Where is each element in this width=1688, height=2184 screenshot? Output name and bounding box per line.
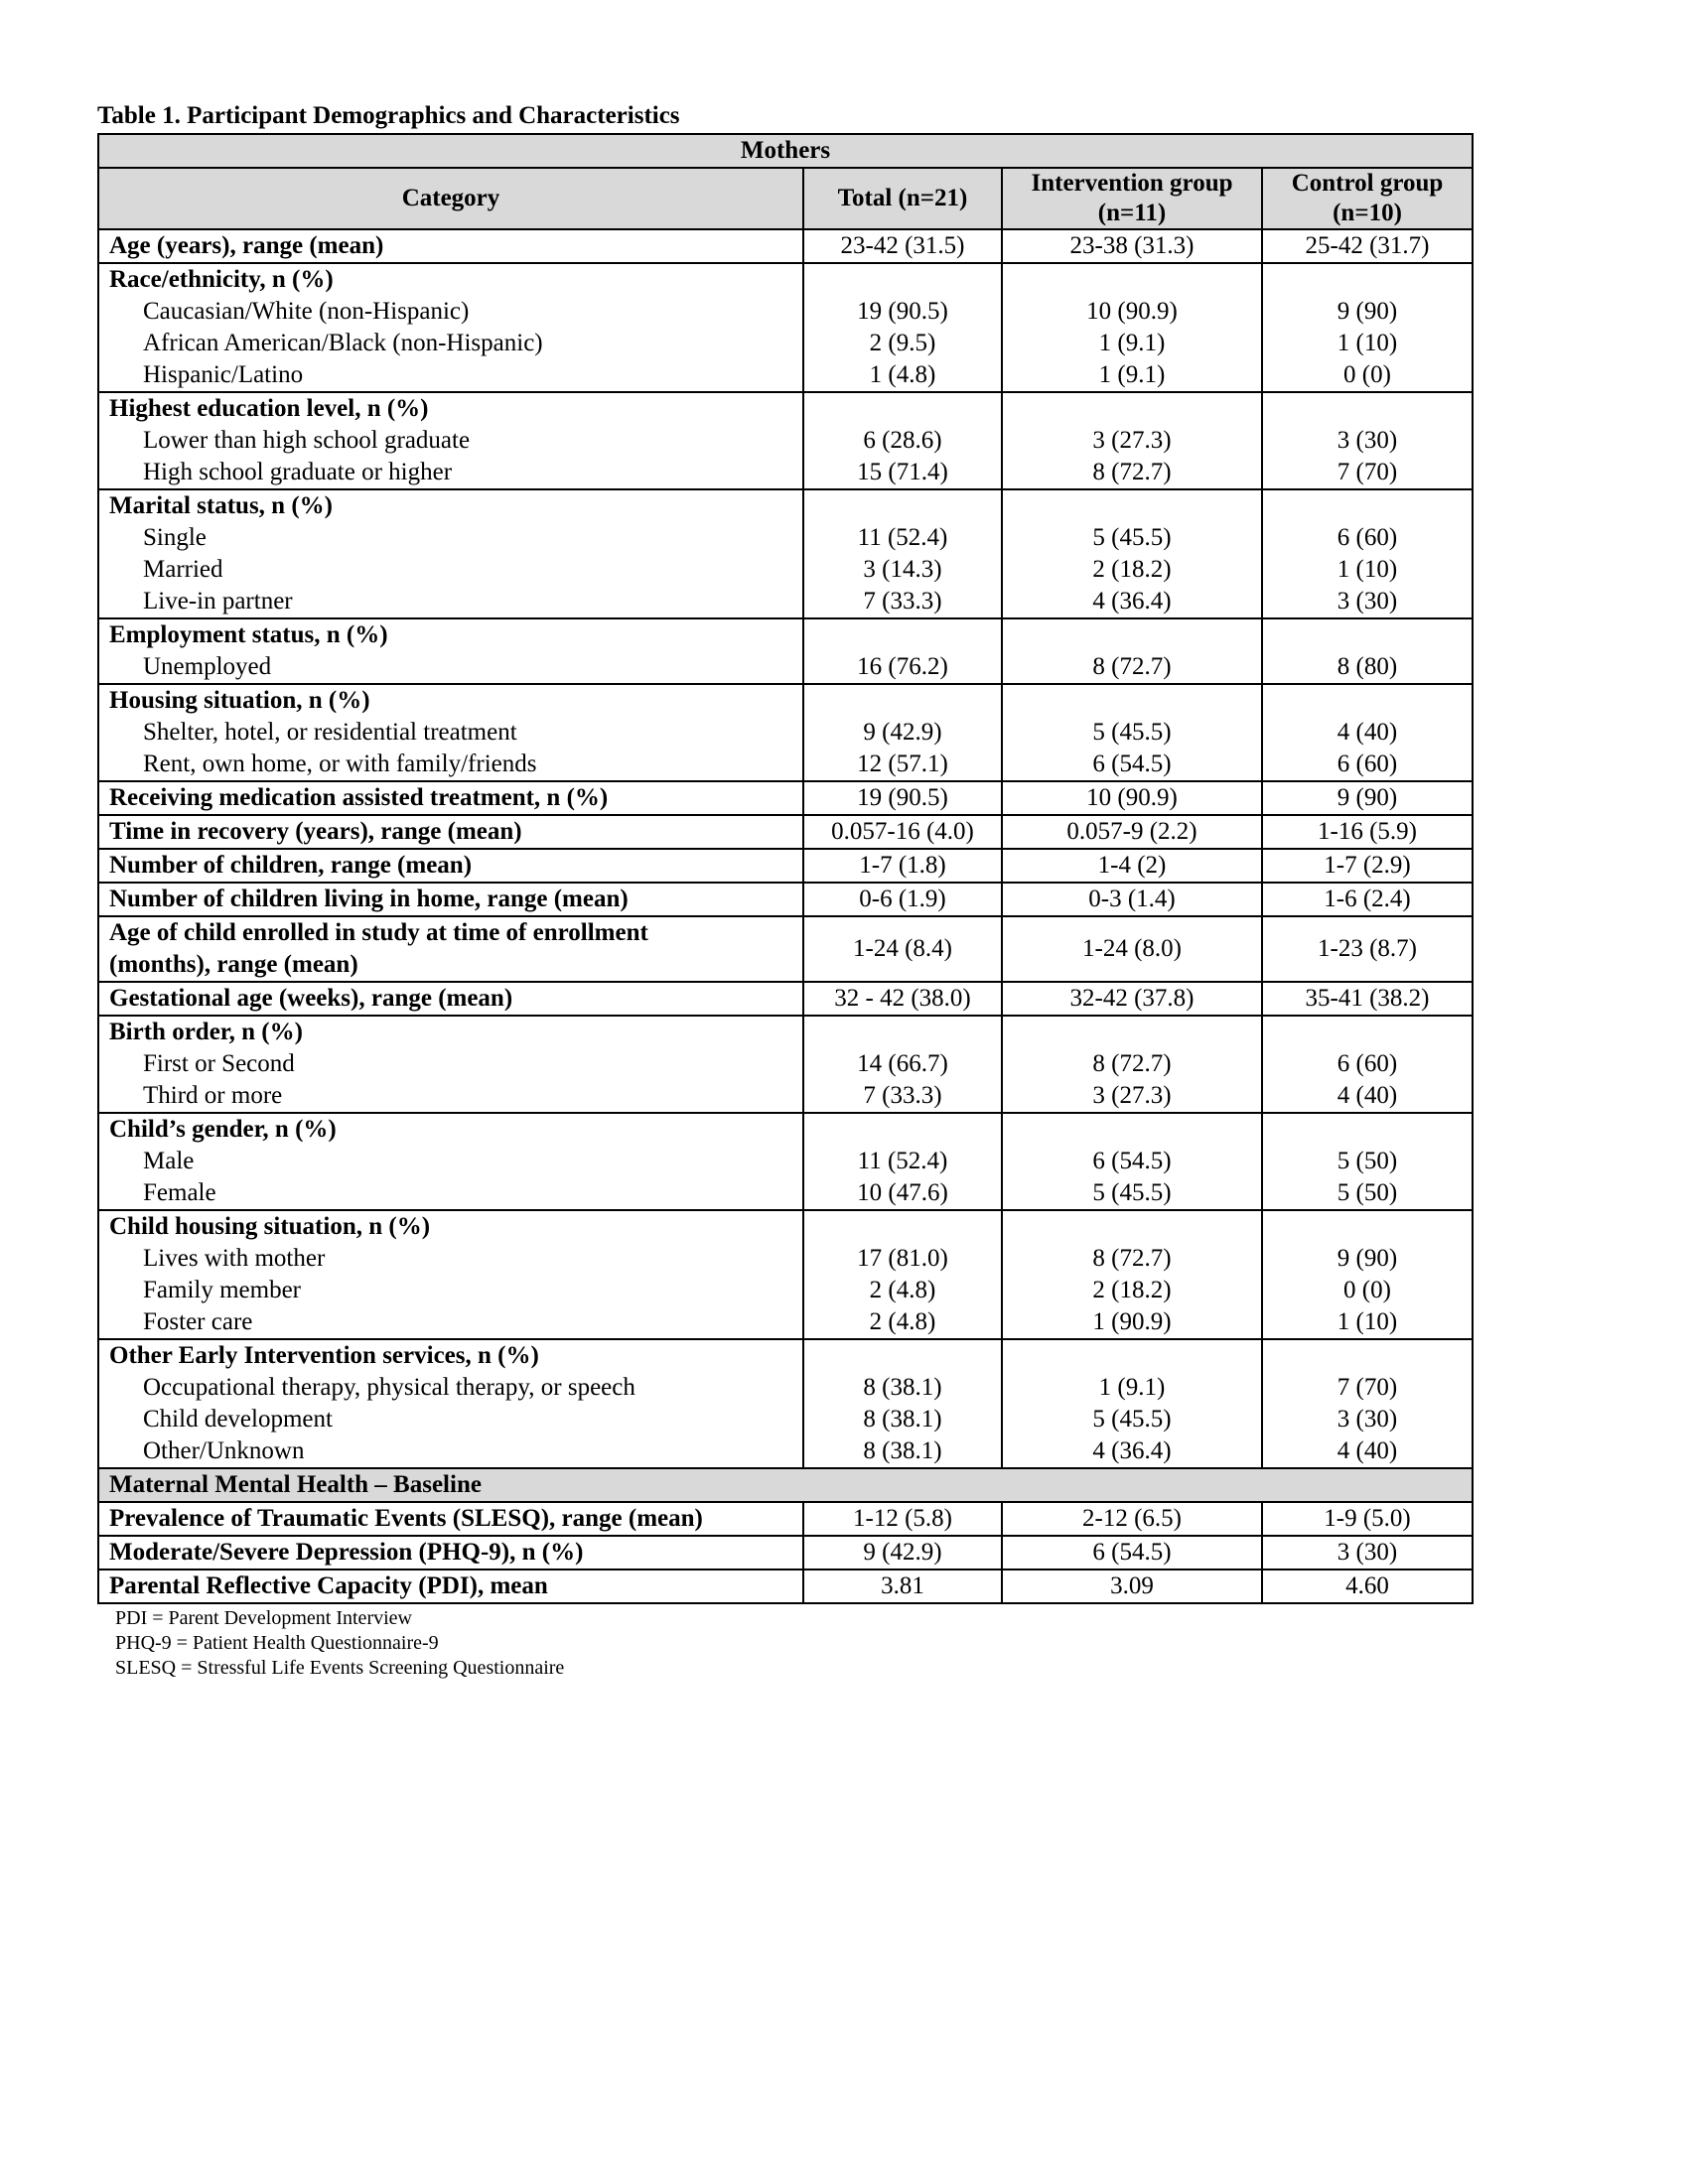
subcategory-label: Hispanic/Latino xyxy=(143,361,304,388)
control-cell xyxy=(1262,781,1473,815)
control-cell: 3 (30) xyxy=(1262,1536,1473,1570)
subcategory-label: Married xyxy=(143,556,223,583)
header-control xyxy=(1262,168,1473,229)
total-cell xyxy=(803,781,1002,815)
value-spacer xyxy=(1013,685,1251,717)
value: 2 (9.5) xyxy=(869,330,936,356)
intervention-cell: 2-12 (6.5) xyxy=(1002,1502,1262,1536)
value: 6 (60) xyxy=(1336,524,1398,551)
value: 32 - 42 (38.0) xyxy=(834,985,971,1012)
value: 6 (28.6) xyxy=(863,427,942,454)
value: 0 (0) xyxy=(1343,361,1391,388)
value: 1-7 (2.9) xyxy=(1324,852,1411,879)
value: 1-23 (8.7) xyxy=(1318,935,1417,962)
category-cell xyxy=(98,1016,803,1113)
value-spacer xyxy=(1013,1211,1251,1243)
table-row xyxy=(98,392,1473,489)
intervention-cell xyxy=(1002,618,1262,684)
value-spacer xyxy=(1013,490,1251,522)
value-spacer xyxy=(814,1114,991,1146)
value-spacer xyxy=(1273,490,1462,522)
category-cell xyxy=(98,982,803,1016)
value: 10 (90.9) xyxy=(1086,784,1178,811)
value: 8 (38.1) xyxy=(863,1406,942,1433)
total-cell xyxy=(803,883,1002,916)
intervention-cell xyxy=(1002,1016,1262,1113)
total-cell xyxy=(803,229,1002,263)
header-intervention-line2: (n=11) xyxy=(1097,200,1167,226)
category-label: Race/ethnicity, n (%) xyxy=(109,266,334,293)
value: 6 (54.5) xyxy=(1092,751,1172,777)
demographics-body xyxy=(98,229,1473,1468)
category-label: Child housing situation, n (%) xyxy=(109,1213,431,1240)
table-row xyxy=(98,1536,1473,1570)
value: 17 (81.0) xyxy=(857,1245,948,1272)
subcategory-label: Foster care xyxy=(143,1308,253,1335)
total-cell xyxy=(803,1113,1002,1210)
category-label: Highest education level, n (%) xyxy=(109,395,429,422)
mental-health-band: Maternal Mental Health – Baseline xyxy=(98,1468,1473,1502)
value: 2 (4.8) xyxy=(869,1277,936,1303)
subcategory-label: High school graduate or higher xyxy=(143,459,453,485)
category-label: Marital status, n (%) xyxy=(109,492,333,519)
table-row xyxy=(98,1339,1473,1468)
value: 6 (54.5) xyxy=(1092,1148,1172,1174)
control-cell xyxy=(1262,883,1473,916)
intervention-cell xyxy=(1002,1339,1262,1468)
category-label: Other Early Intervention services, n (%) xyxy=(109,1342,539,1369)
control-cell xyxy=(1262,1016,1473,1113)
category-label: Age (years), range (mean) xyxy=(109,232,384,259)
category-cell: Parental Reflective Capacity (PDI), mean xyxy=(98,1570,803,1603)
value: 1-24 (8.4) xyxy=(853,935,952,962)
value: 11 (52.4) xyxy=(857,1148,948,1174)
mental-health-band-row xyxy=(98,1468,1473,1502)
value-spacer xyxy=(814,264,991,296)
subcategory-label: Third or more xyxy=(143,1082,283,1109)
control-cell xyxy=(1262,263,1473,392)
intervention-cell xyxy=(1002,684,1262,781)
intervention-cell xyxy=(1002,781,1262,815)
value: 8 (72.7) xyxy=(1092,653,1172,680)
table-row xyxy=(98,1570,1473,1603)
category-cell xyxy=(98,263,803,392)
subcategory-label: Male xyxy=(143,1148,195,1174)
control-cell xyxy=(1262,849,1473,883)
total-cell: 9 (42.9) xyxy=(803,1536,1002,1570)
total-cell xyxy=(803,849,1002,883)
value: 0.057-9 (2.2) xyxy=(1066,818,1197,845)
control-cell xyxy=(1262,1113,1473,1210)
value: 1 (10) xyxy=(1336,1308,1398,1335)
category-label: Gestational age (weeks), range (mean) xyxy=(109,985,513,1012)
intervention-cell: 6 (54.5) xyxy=(1002,1536,1262,1570)
control-cell xyxy=(1262,982,1473,1016)
value: 1-4 (2) xyxy=(1097,852,1167,879)
value: 1-24 (8.0) xyxy=(1082,935,1182,962)
value: 1 (9.1) xyxy=(1098,1374,1166,1401)
value: 16 (76.2) xyxy=(857,653,948,680)
total-cell: 1-12 (5.8) xyxy=(803,1502,1002,1536)
value: 8 (38.1) xyxy=(863,1437,942,1464)
intervention-cell xyxy=(1002,916,1262,982)
value-spacer xyxy=(814,1017,991,1048)
value: 15 (71.4) xyxy=(857,459,948,485)
header-intervention-line1: Intervention group xyxy=(1031,170,1233,197)
value: 9 (90) xyxy=(1336,784,1398,811)
value: 4 (40) xyxy=(1336,719,1398,746)
table-row xyxy=(98,489,1473,618)
category-cell xyxy=(98,229,803,263)
control-cell xyxy=(1262,229,1473,263)
value: 4 (36.4) xyxy=(1092,1437,1172,1464)
subcategory-label: Live-in partner xyxy=(143,588,293,614)
category-label: Time in recovery (years), range (mean) xyxy=(109,818,522,845)
value: 7 (33.3) xyxy=(863,1082,942,1109)
table-row xyxy=(98,849,1473,883)
value: 0-3 (1.4) xyxy=(1088,886,1176,912)
category-cell xyxy=(98,916,803,982)
header-category: Category xyxy=(98,168,803,229)
category-label: Employment status, n (%) xyxy=(109,621,388,648)
total-cell: 3.81 xyxy=(803,1570,1002,1603)
subcategory-label: Lower than high school graduate xyxy=(143,427,471,454)
category-label: Birth order, n (%) xyxy=(109,1019,303,1045)
value: 10 (90.9) xyxy=(1086,298,1178,325)
intervention-cell xyxy=(1002,263,1262,392)
category-label: Age of child enrolled in study at time of enrollment xyxy=(109,919,648,946)
value: 8 (72.7) xyxy=(1092,459,1172,485)
total-cell xyxy=(803,1339,1002,1468)
value: 1 (10) xyxy=(1336,330,1398,356)
category-cell xyxy=(98,392,803,489)
subcategory-label: Single xyxy=(143,524,207,551)
value-spacer xyxy=(1013,1017,1251,1048)
mothers-band: Mothers xyxy=(98,134,1473,168)
value: 9 (42.9) xyxy=(863,719,942,746)
value: 5 (50) xyxy=(1336,1148,1398,1174)
value: 35-41 (38.2) xyxy=(1305,985,1430,1012)
header-control-line1: Control group xyxy=(1291,170,1444,197)
value: 3 (27.3) xyxy=(1092,1082,1172,1109)
value: 1-7 (1.8) xyxy=(859,852,946,879)
intervention-cell xyxy=(1002,229,1262,263)
intervention-cell xyxy=(1002,883,1262,916)
intervention-cell: 3.09 xyxy=(1002,1570,1262,1603)
value-spacer xyxy=(1273,1114,1462,1146)
total-cell xyxy=(803,982,1002,1016)
value: 5 (50) xyxy=(1336,1179,1398,1206)
category-label: Receiving medication assisted treatment, n (%) xyxy=(109,784,609,811)
value: 5 (45.5) xyxy=(1092,1179,1172,1206)
value-spacer xyxy=(1013,619,1251,651)
value: 8 (38.1) xyxy=(863,1374,942,1401)
header-total: Total (n=21) xyxy=(803,168,1002,229)
value: 3 (27.3) xyxy=(1092,427,1172,454)
header-control-line2: (n=10) xyxy=(1333,200,1402,226)
value-spacer xyxy=(1273,393,1462,425)
value-spacer xyxy=(1013,1114,1251,1146)
intervention-cell xyxy=(1002,982,1262,1016)
value: 3 (30) xyxy=(1336,427,1398,454)
value: 7 (70) xyxy=(1336,459,1398,485)
value: 19 (90.5) xyxy=(857,298,948,325)
value: 4 (36.4) xyxy=(1092,588,1172,614)
intervention-cell xyxy=(1002,1113,1262,1210)
mothers-band-row xyxy=(98,134,1473,168)
header-row xyxy=(98,168,1473,229)
total-cell xyxy=(803,815,1002,849)
table-row xyxy=(98,618,1473,684)
table-row xyxy=(98,916,1473,982)
value-spacer xyxy=(1273,685,1462,717)
table-row xyxy=(98,815,1473,849)
value: 12 (57.1) xyxy=(857,751,948,777)
value: 7 (33.3) xyxy=(863,588,942,614)
value: 5 (45.5) xyxy=(1092,1406,1172,1433)
value: 9 (90) xyxy=(1336,1245,1398,1272)
value: 14 (66.7) xyxy=(857,1050,948,1077)
value-spacer xyxy=(1273,1211,1462,1243)
table-row xyxy=(98,1016,1473,1113)
value-spacer xyxy=(814,393,991,425)
total-cell xyxy=(803,684,1002,781)
control-cell xyxy=(1262,815,1473,849)
subcategory-label: Lives with mother xyxy=(143,1245,326,1272)
value: 32-42 (37.8) xyxy=(1069,985,1195,1012)
value: 4 (40) xyxy=(1336,1082,1398,1109)
value: 1-6 (2.4) xyxy=(1324,886,1411,912)
value: 1 (9.1) xyxy=(1098,361,1166,388)
subcategory-label: Caucasian/White (non-Hispanic) xyxy=(143,298,470,325)
document-page xyxy=(97,99,1472,1681)
mental-health-section xyxy=(98,1468,1473,1502)
footnote-pdi: PDI = Parent Development Interview xyxy=(115,1607,412,1629)
category-cell xyxy=(98,1339,803,1468)
value: 1 (9.1) xyxy=(1098,330,1166,356)
category-cell xyxy=(98,781,803,815)
category-cell xyxy=(98,1210,803,1339)
value: 5 (45.5) xyxy=(1092,524,1172,551)
value: 9 (90) xyxy=(1336,298,1398,325)
value-spacer xyxy=(1013,1340,1251,1372)
subcategory-label: African American/Black (non-Hispanic) xyxy=(143,330,543,356)
category-cell: Moderate/Severe Depression (PHQ-9), n (%) xyxy=(98,1536,803,1570)
value-spacer xyxy=(814,619,991,651)
value: 19 (90.5) xyxy=(857,784,948,811)
total-cell xyxy=(803,618,1002,684)
intervention-cell xyxy=(1002,1210,1262,1339)
control-cell xyxy=(1262,392,1473,489)
intervention-cell xyxy=(1002,815,1262,849)
value: 0 (0) xyxy=(1343,1277,1391,1303)
footnote-slesq: SLESQ = Stressful Life Events Screening Questionnaire xyxy=(115,1657,565,1679)
total-cell xyxy=(803,392,1002,489)
subcategory-label: First or Second xyxy=(143,1050,295,1077)
value-spacer xyxy=(1013,264,1251,296)
table-row xyxy=(98,229,1473,263)
control-cell xyxy=(1262,684,1473,781)
subcategory-label: Occupational therapy, physical therapy, or speech xyxy=(143,1374,635,1401)
total-cell xyxy=(803,489,1002,618)
value: 1 (4.8) xyxy=(869,361,936,388)
demographics-table xyxy=(97,133,1474,1604)
category-cell xyxy=(98,849,803,883)
subcategory-label: Child development xyxy=(143,1406,333,1433)
value-spacer xyxy=(1273,619,1462,651)
subcategory-label: Unemployed xyxy=(143,653,272,680)
value-spacer xyxy=(814,1340,991,1372)
category-label: Number of children living in home, range (mean) xyxy=(109,886,629,912)
subcategory-label: Shelter, hotel, or residential treatment xyxy=(143,719,517,746)
control-cell xyxy=(1262,618,1473,684)
category-label: Number of children, range (mean) xyxy=(109,852,473,879)
category-label: Housing situation, n (%) xyxy=(109,687,370,714)
value: 7 (70) xyxy=(1336,1374,1398,1401)
intervention-cell xyxy=(1002,489,1262,618)
table-row xyxy=(98,1113,1473,1210)
control-cell xyxy=(1262,916,1473,982)
mental-health-body xyxy=(98,1502,1473,1603)
value-spacer xyxy=(1273,264,1462,296)
value: 23-38 (31.3) xyxy=(1069,232,1195,259)
value-spacer xyxy=(1013,393,1251,425)
value-spacer xyxy=(814,1211,991,1243)
subcategory-label: Female xyxy=(143,1179,216,1206)
value-spacer xyxy=(814,685,991,717)
value: 8 (72.7) xyxy=(1092,1245,1172,1272)
control-cell xyxy=(1262,489,1473,618)
value: 3 (30) xyxy=(1336,588,1398,614)
value: 1-16 (5.9) xyxy=(1318,818,1417,845)
value: 6 (60) xyxy=(1336,1050,1398,1077)
category-cell xyxy=(98,684,803,781)
value-spacer xyxy=(1273,1017,1462,1048)
value: 3 (14.3) xyxy=(863,556,942,583)
control-cell: 4.60 xyxy=(1262,1570,1473,1603)
value: 6 (60) xyxy=(1336,751,1398,777)
subcategory-label: Rent, own home, or with family/friends xyxy=(143,751,537,777)
header-intervention xyxy=(1002,168,1262,229)
category-cell xyxy=(98,883,803,916)
footnotes xyxy=(97,1606,1472,1681)
value: 8 (80) xyxy=(1336,653,1398,680)
table-row xyxy=(98,883,1473,916)
category-cell xyxy=(98,489,803,618)
value-spacer xyxy=(1273,1340,1462,1372)
value: 5 (45.5) xyxy=(1092,719,1172,746)
category-cell xyxy=(98,618,803,684)
category-label: Child’s gender, n (%) xyxy=(109,1116,337,1143)
table-row xyxy=(98,982,1473,1016)
value-spacer xyxy=(814,490,991,522)
value: 2 (4.8) xyxy=(869,1308,936,1335)
intervention-cell xyxy=(1002,849,1262,883)
value: 10 (47.6) xyxy=(857,1179,948,1206)
total-cell xyxy=(803,1210,1002,1339)
value: 25-42 (31.7) xyxy=(1305,232,1430,259)
intervention-cell xyxy=(1002,392,1262,489)
category-cell xyxy=(98,1113,803,1210)
total-cell xyxy=(803,263,1002,392)
control-cell: 1-9 (5.0) xyxy=(1262,1502,1473,1536)
value: 0.057-16 (4.0) xyxy=(831,818,974,845)
category-label-cont: (months), range (mean) xyxy=(109,951,358,978)
subcategory-label: Family member xyxy=(143,1277,301,1303)
table-row xyxy=(98,781,1473,815)
subcategory-label: Other/Unknown xyxy=(143,1437,305,1464)
table-row xyxy=(98,263,1473,392)
value: 23-42 (31.5) xyxy=(840,232,965,259)
table-title: Table 1. Participant Demographics and Characteristics xyxy=(97,102,680,129)
value: 8 (72.7) xyxy=(1092,1050,1172,1077)
value: 0-6 (1.9) xyxy=(859,886,946,912)
category-cell: Prevalence of Traumatic Events (SLESQ), range (mean) xyxy=(98,1502,803,1536)
category-cell xyxy=(98,815,803,849)
value: 2 (18.2) xyxy=(1092,1277,1172,1303)
control-cell xyxy=(1262,1210,1473,1339)
value: 2 (18.2) xyxy=(1092,556,1172,583)
value: 1 (90.9) xyxy=(1092,1308,1172,1335)
value: 1 (10) xyxy=(1336,556,1398,583)
control-cell xyxy=(1262,1339,1473,1468)
value: 4 (40) xyxy=(1336,1437,1398,1464)
value: 3 (30) xyxy=(1336,1406,1398,1433)
table-row xyxy=(98,1210,1473,1339)
table-row xyxy=(98,1502,1473,1536)
footnote-phq9: PHQ-9 = Patient Health Questionnaire-9 xyxy=(115,1632,439,1654)
table-row xyxy=(98,684,1473,781)
value: 11 (52.4) xyxy=(857,524,948,551)
total-cell xyxy=(803,1016,1002,1113)
total-cell xyxy=(803,916,1002,982)
